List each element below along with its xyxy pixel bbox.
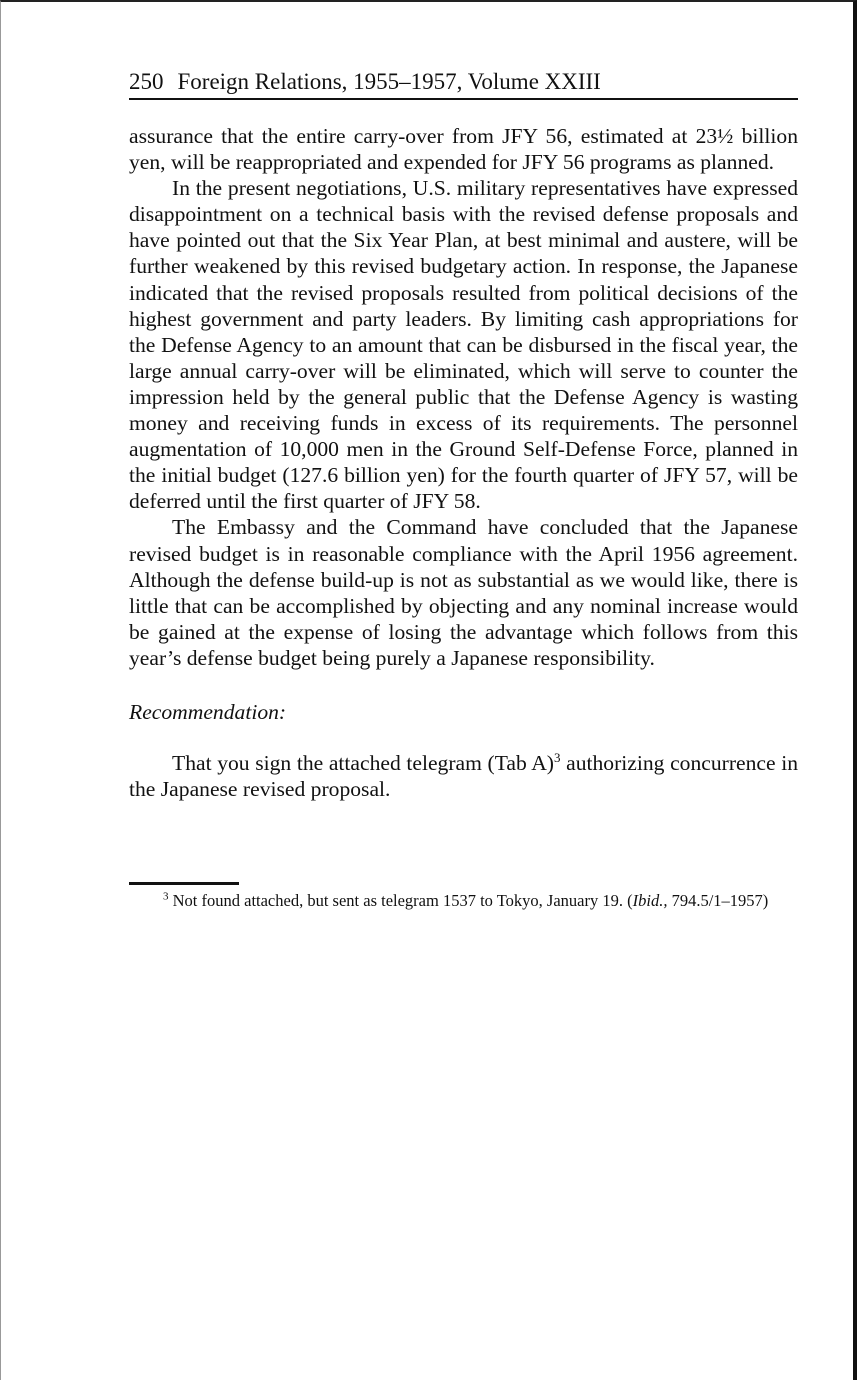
footnote-marker: 3 <box>163 890 169 903</box>
recommendation-text-start: That you sign the attached telegram (Tab A) <box>172 751 554 776</box>
recommendation-text <box>129 750 798 802</box>
paragraph-negotiations: In the present negotiations, U.S. military representatives have expressed disappointment on a technical basis with the revised defense proposals and have pointed out that the Six Year Plan, at best minimal and austere, will be further weakened by this revised budgetary action. In response, the Japanese indicated that the revised proposals resulted from political decisions of the highest government and party leaders. By limiting cash appropriations for the Defense Agency to an amount that can be disbursed in the fiscal year, the large annual carry-over will be eliminated, which will serve to counter the impression held by the general public that the Defense Agency is wasting money and receiving funds in excess of its requirements. The personnel augmentation of 10,000 men in the Ground Self-Defense Force, planned in the initial budget (127.6 billion yen) for the fourth quarter of JFY 57, will be deferred until the first quarter of JFY 58. <box>129 176 798 514</box>
footnote-divider <box>129 882 239 885</box>
footnote-ibid: Ibid., <box>632 891 668 910</box>
page-number: 250 <box>129 69 164 94</box>
footnote-text <box>129 890 798 912</box>
recommendation-text-end: authorizing concurrence in the Japanese revised proposal. <box>129 751 798 802</box>
running-header <box>129 66 798 100</box>
footnote-reference: 3 <box>554 749 561 765</box>
footnote-text-end: 794.5/1–1957) <box>667 891 769 910</box>
main-text <box>129 123 798 802</box>
volume-title: Foreign Relations, 1955–1957, Volume XXIII <box>177 69 601 94</box>
paragraph-conclusion: The Embassy and the Command have concluded that the Japanese revised budget is in reasonable compliance with the April 1956 agreement. Although the defense build-up is not as substantial as we would like, there is little that can be accomplished by objecting and any nominal increase would be gained at the expense of losing the advantage which follows from this year’s defense budget being purely a Japanese responsibility. <box>129 515 798 670</box>
footnote-text-start: Not found attached, but sent as telegram 1537 to Tokyo, January 19. ( <box>168 891 633 910</box>
footnote <box>129 890 798 912</box>
paragraph-continued: assurance that the entire carry-over from JFY 56, estimated at 23½ billion yen, will be reappropriated and expended for JFY 56 programs as planned. <box>129 124 798 175</box>
recommendation-heading: Recommendation: <box>129 699 287 724</box>
